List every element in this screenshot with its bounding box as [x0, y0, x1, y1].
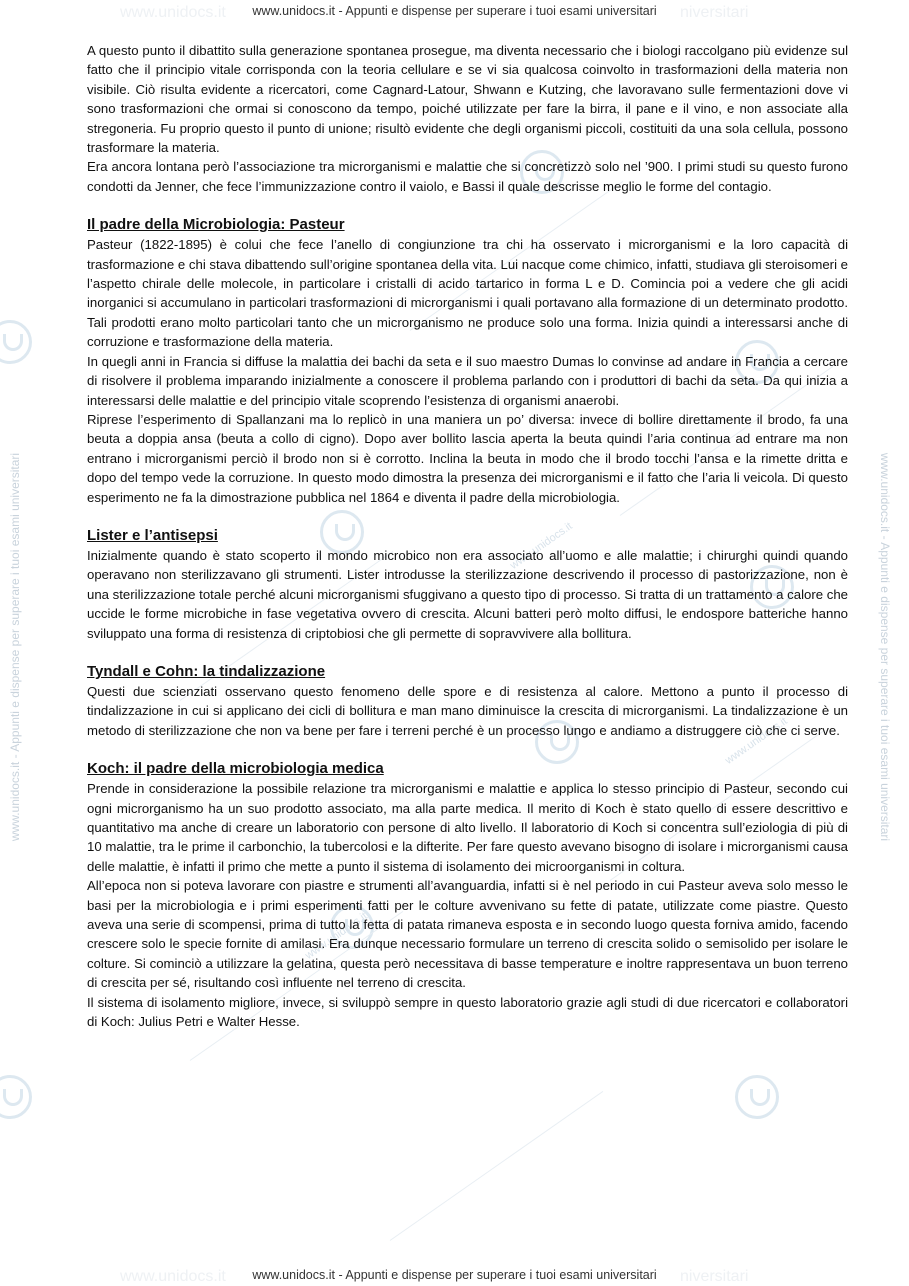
section-heading: Lister e l’antisepsi [87, 526, 218, 544]
section-heading: Tyndall e Cohn: la tindalizzazione [87, 662, 326, 680]
faint-watermark-top: www.unidocs.it [120, 4, 226, 21]
left-side-watermark: www.unidocs.it - Appunti e dispense per superare i tuoi esami universitari [8, 452, 22, 842]
unidocs-logo-icon [0, 320, 32, 364]
koch-paragraph: Il sistema di isolamento migliore, invece, si sviluppò sempre in questo laboratorio grazie agli studi di due ricercatori e collaboratori di Koch: Julius Petri e Walter Hesse. [87, 994, 848, 1030]
unidocs-logo-icon [0, 1075, 32, 1119]
unidocs-logo-icon [735, 1075, 779, 1119]
right-side-watermark: www.unidocs.it - Appunti e dispense per superare i tuoi esami universitari [878, 452, 892, 842]
footer-banner: www.unidocs.it - Appunti e dispense per superare i tuoi esami universitari [252, 1268, 657, 1282]
section-heading: Koch: il padre della microbiologia medica [87, 760, 384, 778]
koch-paragraph: Prende in considerazione la possibile relazione tra microrganismi e malattie e applica lo stesso principio di Pasteur, secondo cui ogni microrganismo ha un suo prodotto associato, ma alla parte medica. Il merito di Koch è stato quello di essere descrittivo e quantitativo ma anche di creare un laboratorio con persone di alto livello. Il laboratorio di Koch si concentra sull’eziologia di più di 10 malattie, tra le prime il carbonchio, la tubercolosi e la difterite. Per fare questo avevano bisogno di isolare i microrganismi causa delle malattie, è infatti il primo che mette a punto il sistema di isolamento dei microorganismi in coltura. [87, 781, 848, 874]
faint-watermark-bottom-right: niversitari [680, 1268, 749, 1285]
header-banner: www.unidocs.it - Appunti e dispense per superare i tuoi esami universitari [252, 4, 657, 18]
faint-watermark-bottom: www.unidocs.it [120, 1268, 226, 1285]
koch-paragraph: All’epoca non si poteva lavorare con piastre e strumenti all’avanguardia, infatti si è nel periodo in cui Pasteur aveva solo messo le basi per la microbiologia e i primi esperimenti fatti per le colture avvenivano su fette di patate, utilizzate come piastre. Questo aveva una serie di scompensi, prima di tutto la fetta di patata rimaneva esposta e in secondo luogo questa forniva amido, facendo crescere solo le specie fornite di amilasi. Era dunque necessario formulare un terreno di crescita solido o semisolido per isolare le colture. Si cominciò a utilizzare la gelatina, questa però necessitava di basse temperature e inoltre rappresentava un buon terreno di crescita per sé, risultando così influente nel terreno di crescita. [87, 878, 848, 991]
diagonal-watermark-text: www.unidocs.it [723, 715, 790, 767]
intro-paragraph: Era ancora lontana però l’associazione tra microrganismi e malattie che si concretizzò solo nel ’900. I primi studi su questo furono condotti da Jenner, che fece l’immunizzazione contro il vaiolo, e Bassi il quale descrisse meglio le forme del contagio. [87, 159, 848, 194]
pasteur-paragraph: Riprese l’esperimento di Spallanzani ma lo replicò in una maniera un po’ diversa: invece di bollire direttamente il brodo, fa una beuta a doppia ansa (beuta a collo di cigno). Dopo aver bollito lascia aperta la beuta quindi l’aria continua ad entrare ma non entrano i microrganismi perciò il brodo non si è corrotto. Inclina la beuta in modo che il brodo tocchi l’ansa e la rimette dritta e dopo del tempo vede la corruzione. In questo modo dimostra la presenza dei microrganismi e il fatto che l’aria li veicola. Di questo esperimento ne fa la dimostrazione pubblica nel 1864 e diventa il padre della microbiologia. [87, 411, 848, 505]
watermark-line [390, 1091, 604, 1241]
diagonal-watermark-text: www.unidocs.it [508, 520, 575, 572]
tyndall-paragraph: Questi due scienziati osservano questo fenomeno delle spore e di resistenza al calore. Mettono a punto il processo di tindalizzazione in cui si applicano dei cicli di bollitura e man mano diminuisce la crescita di microrganismi. La tindalizzazione è un metodo di sterilizzazione che non va bene per fare i terreni perché è un processo lungo e andiamo a distruggere ciò che ci serve. [87, 683, 848, 738]
pasteur-paragraph: Pasteur (1822-1895) è colui che fece l’anello di congiunzione tra chi ha osservato i microrganismi e la loro capacità di trasformazione e chi stava dibattendo sull’origine spontanea della vita. Lui nacque come chimico, infatti, studiava gli steroisomeri e l’aspetto chirale delle molecole, in particolare i cristalli di acido tartarico in forma L e D. Comincia poi a vedere che gli acidi inorganici si accumulano in particolari trasformazioni di microrganismi i quali portavano alla formazione di un determinato prodotto. Tali prodotti erano molto particolari tanto che un microrganismo ne produce solo una forma. Inizia quindi a interessarsi anche di corruzione e trasformazione della materia. [87, 237, 848, 350]
faint-watermark-top-right: niversitari [680, 4, 749, 21]
document-body [87, 41, 848, 1031]
lister-paragraph: Inizialmente quando è stato scoperto il mondo microbico non era associato all’uomo e alle malattie; i chirurghi quindi quando operavano non sterilizzavano gli strumenti. Lister introdusse la sterilizzazione descrivendo il processo di pastorizzazione, non è una sterilizzazione totale perché alcuni microrganismi sfuggivano a questo tipo di processo. Si tratta di un trattamento a calore che uccide le forme microbiche in fase vegetativa ovvero di crescita. Alcuni batteri però molto diffusi, le endospore batteriche hanno sviluppato una forma di resistenza di criptobiosi che gli permette di sopravvivere alla bollitura. [87, 547, 848, 641]
pasteur-paragraph: In quegli anni in Francia si diffuse la malattia dei bachi da seta e il suo maestro Dumas lo convinse ad andare in Francia a cercare di risolvere il problema imparando inizialmente a conoscere il problema parlando con i produttori di bachi da seta. Da qui inizia a interessarsi delle malattie e del principio vitale scoprendo l’esistenza di organismi anaerobi. [87, 353, 848, 408]
intro-paragraph: A questo punto il dibattito sulla generazione spontanea prosegue, ma diventa necessario che i biologi raccolgano più evidenze sul fatto che il principio vitale corrisponda con la teoria cellulare e se vi sia qualcosa coinvolto in trasformazioni della materia non visibile. Ciò risulta evidente a ricercatori, come Cagnard-Latour, Shwann e Kutzing, che lavoravano sulle fermentazioni dove vi sono trasformazioni che ormai si conoscono da tempo, poiché utilizzate per fare la birra, il pane e il vino, e non associate alla stregoneria. Fu proprio questo il punto di unione; risultò evidente che degli organismi piccoli, costituiti da una sola cellula, possono trasformare la materia. [87, 43, 848, 156]
diagonal-watermark-text: www.unidocs.it [303, 910, 370, 962]
section-heading: Il padre della Microbiologia: Pasteur [87, 216, 345, 234]
